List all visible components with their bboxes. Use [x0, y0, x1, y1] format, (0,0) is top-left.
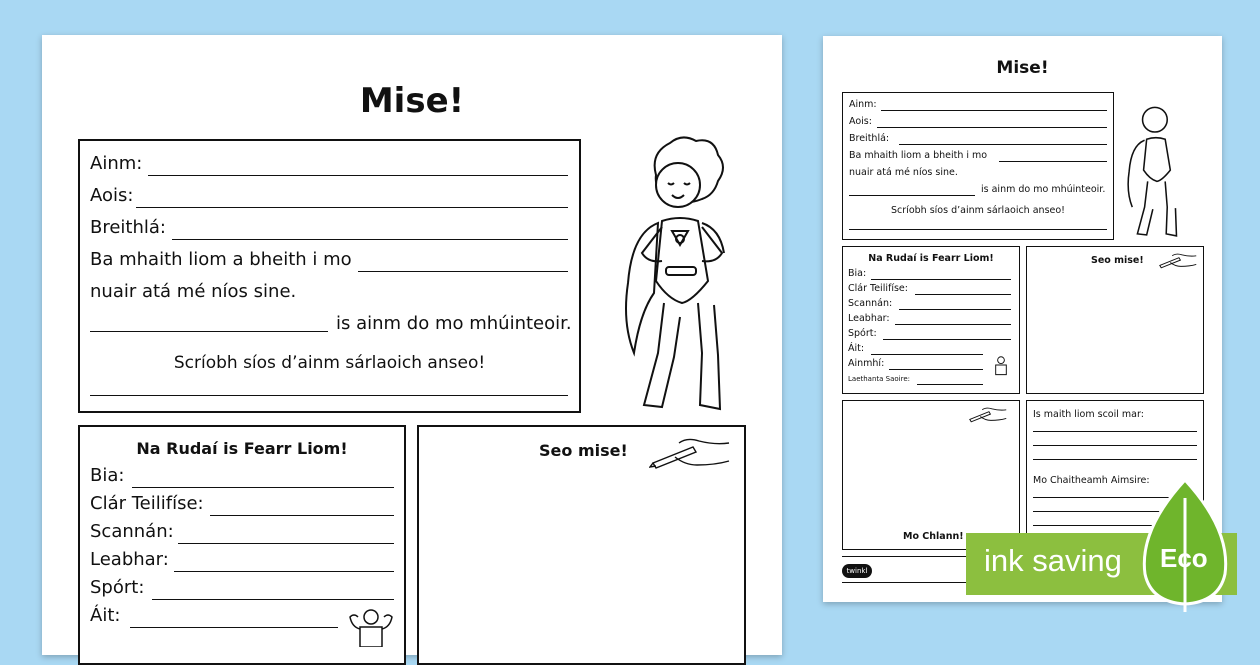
preview-family-heading: Mo Chlann!: [903, 531, 964, 542]
this-is-me-heading: Seo mise!: [539, 441, 628, 460]
birthday-line[interactable]: [172, 239, 568, 240]
twinkl-logo: twinkl: [842, 564, 872, 578]
teacher-line[interactable]: [90, 331, 328, 332]
fav-place-label: Áit:: [90, 605, 121, 626]
fav-food-label: Bia:: [90, 465, 125, 486]
preview-name-label: Ainm:: [849, 99, 877, 110]
birthday-label: Breithlá:: [90, 217, 166, 238]
preview-age-label: Aois:: [849, 116, 872, 127]
fav-food-line[interactable]: [132, 487, 394, 488]
preview-birthday-label: Breithlá:: [849, 133, 890, 144]
preview-fav-7: Laethanta Saoire:: [848, 375, 911, 383]
worksheet-page-large: [42, 35, 782, 655]
preview-favourites-box: [842, 246, 1020, 394]
preview-fav-line-3[interactable]: [895, 324, 1011, 325]
ink-saving-text: ink saving: [984, 543, 1122, 578]
preview-fav-3: Leabhar:: [848, 313, 890, 324]
superhero-illustration: [616, 135, 756, 415]
favourites-box: [78, 425, 406, 665]
preview-fav-line-2[interactable]: [899, 309, 1011, 310]
eco-label: Eco: [1160, 543, 1208, 573]
preview-fav-4: Spórt:: [848, 328, 877, 339]
preview-this-is-me-heading: Seo mise!: [1091, 255, 1144, 266]
this-is-me-box: [417, 425, 746, 665]
preview-fav-line-7[interactable]: [917, 384, 983, 385]
preview-school-line-2[interactable]: [1033, 445, 1197, 446]
preview-job-label: Ba mhaith liom a bheith i mo: [849, 150, 988, 161]
fav-tv-label: Clár Teilifíse:: [90, 493, 204, 514]
preview-favourites-heading: Na Rudaí is Fearr Liom!: [868, 253, 994, 264]
job-line[interactable]: [358, 271, 568, 272]
preview-fav-line-4[interactable]: [883, 339, 1011, 340]
preview-fav-6: Ainmhí:: [848, 358, 885, 369]
teacher-label: is ainm do mo mhúinteoir.: [336, 313, 572, 334]
drawing-hand-icon: [649, 433, 733, 483]
preview-fav-line-6[interactable]: [889, 369, 983, 370]
preview-school-heading: Is maith liom scoil mar:: [1033, 409, 1144, 420]
preview-fav-5: Áit:: [848, 343, 865, 354]
job-label: Ba mhaith liom a bheith i mo: [90, 249, 352, 270]
preview-strongman-icon: [987, 345, 1015, 385]
fav-tv-line[interactable]: [210, 515, 394, 516]
fav-book-label: Leabhar:: [90, 549, 169, 570]
preview-fav-0: Bia:: [848, 268, 867, 279]
name-line[interactable]: [148, 175, 568, 176]
favourites-heading: Na Rudaí is Fearr Liom!: [136, 439, 348, 458]
preview-job-line[interactable]: [999, 161, 1107, 162]
hero-prompt: Scríobh síos d’ainm sárlaoich anseo!: [173, 353, 486, 373]
preview-drawing-hand-icon: [1157, 251, 1199, 275]
preview-fav-1: Clár Teilifíse:: [848, 283, 908, 294]
preview-job-label-2: nuair atá mé níos sine.: [849, 167, 958, 178]
fav-sport-line[interactable]: [152, 599, 394, 600]
preview-teacher-label: is ainm do mo mhúinteoir.: [981, 184, 1106, 195]
age-line[interactable]: [136, 207, 568, 208]
preview-family-box: [842, 400, 1020, 550]
fav-film-line[interactable]: [178, 543, 394, 544]
preview-hobby-heading: Mo Chaitheamh Aimsire:: [1033, 475, 1150, 486]
preview-fav-line-1[interactable]: [915, 294, 1011, 295]
age-label: Aois:: [90, 185, 134, 206]
preview-title: Mise!: [996, 58, 1049, 78]
hero-line[interactable]: [90, 395, 568, 396]
preview-birthday-line[interactable]: [899, 144, 1107, 145]
preview-fav-2: Scannán:: [848, 298, 893, 309]
preview-family-hand-icon: [967, 405, 1009, 429]
preview-about-box: [842, 92, 1114, 240]
preview-fav-line-5[interactable]: [871, 354, 983, 355]
preview-hero-prompt: Scríobh síos d’ainm sárlaoich anseo!: [891, 205, 1065, 216]
fav-book-line[interactable]: [174, 571, 394, 572]
preview-age-line[interactable]: [877, 127, 1107, 128]
fav-place-line[interactable]: [130, 627, 338, 628]
preview-this-is-me-box: [1026, 246, 1204, 394]
fav-sport-label: Spórt:: [90, 577, 145, 598]
about-me-box: [78, 139, 581, 413]
fav-film-label: Scannán:: [90, 521, 174, 542]
preview-fav-line-0[interactable]: [871, 279, 1011, 280]
preview-school-line-1[interactable]: [1033, 431, 1197, 432]
preview-hero-line[interactable]: [849, 229, 1107, 230]
preview-name-line[interactable]: [881, 110, 1107, 111]
job-label-2: nuair atá mé níos sine.: [90, 281, 297, 302]
preview-school-line-3[interactable]: [1033, 459, 1197, 460]
strongman-icon: [342, 607, 400, 647]
preview-superhero-illustration: [1123, 92, 1195, 242]
preview-teacher-line[interactable]: [849, 195, 975, 196]
name-label: Ainm:: [90, 153, 143, 174]
page-title: Mise!: [359, 81, 465, 121]
